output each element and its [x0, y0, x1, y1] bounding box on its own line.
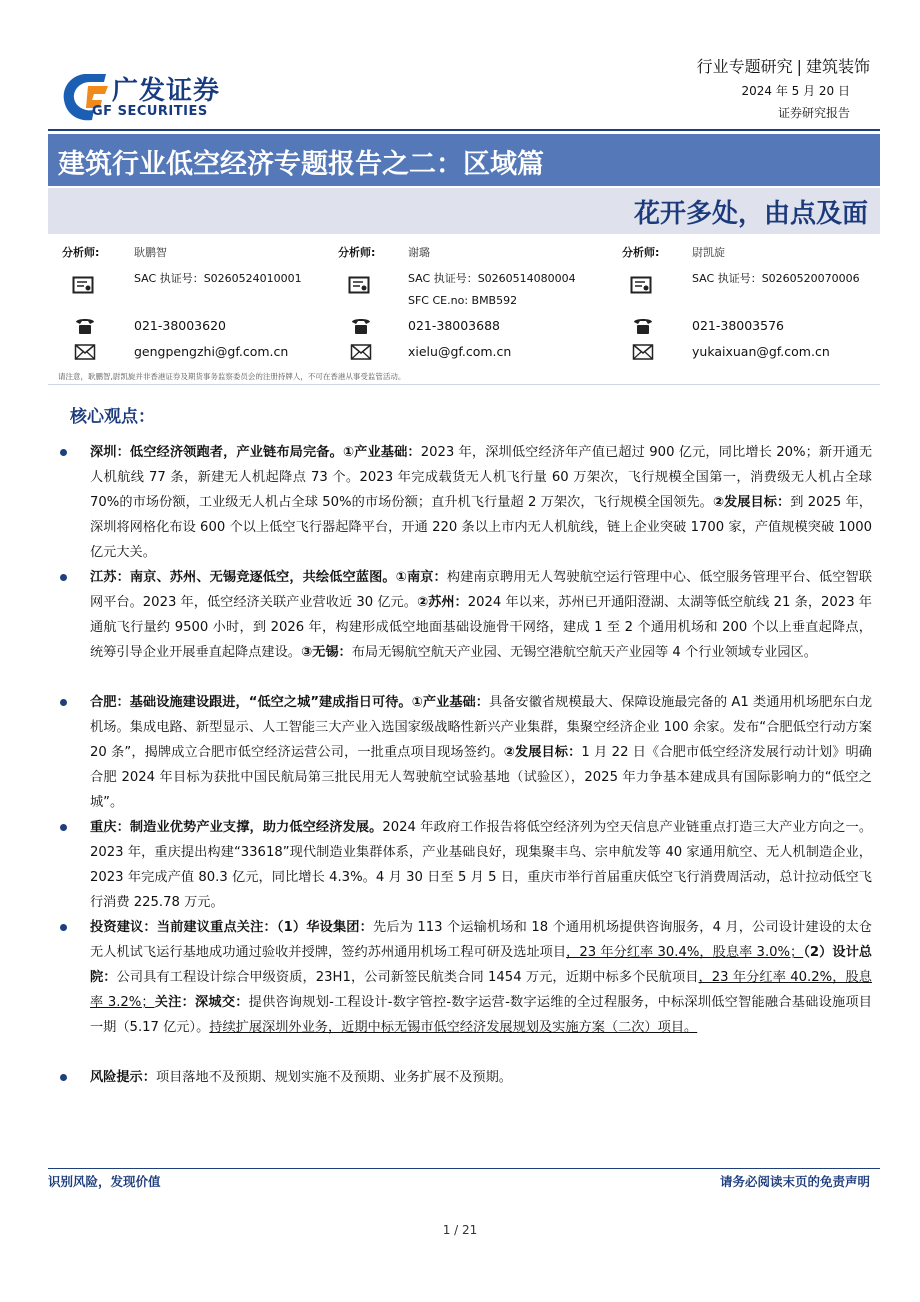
analyst-3-phone: 021-38003576: [692, 318, 784, 333]
jiangsu-text-3: 布局无锡航空航天产业园、无锡空港航空航天产业园等 4 个行业领域专业园区。: [351, 645, 817, 660]
jiangsu-text: 构建南京聘用无人驾驶航空运行管理中心、低空服务管理平台、低空智联网平台。2023 年，低空经济关联产业营收近 30 亿元。: [90, 570, 872, 610]
note-divider: [48, 384, 880, 385]
investment-text: 先后为 113 个运输机场和 18 个通用机场提供咨询服务，4 月，公司设计建设的太仓无人机试飞运行基地成功通过验收并授牌，签约苏州通用机场工程可研及选址项目: [90, 920, 872, 960]
shenzhen-lead: 深圳：低空经济领跑者，产业链布局完备。①产业基础：: [90, 445, 421, 460]
phone-icon: [632, 316, 654, 336]
analyst-2-sac: SAC 执证号：S0260514080004: [408, 272, 576, 285]
paragraph-hefei: [90, 690, 872, 815]
investment-dividend-2: ，23 年分红率 40.2%，股息率 3.2%；: [90, 970, 872, 1010]
analyst-1-name: 耿鹏智: [134, 246, 167, 259]
bullet-dot: [60, 449, 67, 456]
report-type: 证券研究报告: [777, 106, 850, 120]
email-icon: [74, 342, 96, 362]
investment-dividend-1: ，23 年分红率 30.4%，股息率 3.0%；: [566, 945, 804, 960]
paragraph-risk: [90, 1065, 872, 1090]
logo-english-name: GF SECURITIES: [92, 104, 208, 119]
report-subtitle: 花开多处，由点及面: [633, 199, 868, 229]
investment-lead-2: （2）设计总院：: [90, 945, 872, 985]
jiangsu-lead-2: ②苏州：: [416, 595, 468, 610]
hefei-lead-2: ②发展目标：: [503, 745, 582, 760]
analyst-3-name: 尉凯旋: [692, 246, 725, 259]
investment-expansion: 持续扩展深圳外业务，近期中标无锡市低空经济发展规划及实施方案（二次）项目。: [209, 1020, 698, 1035]
shenzhen-text-2: 到 2025 年，深圳将网格化布设 600 个以上低空飞行器起降平台，开通 220 条以上市内无人机航线，链上企业突破 1700 家，产值规模突破 1000 亿元大关。: [90, 495, 872, 560]
email-icon: [350, 342, 372, 362]
footer-divider: [48, 1168, 880, 1169]
core-views-heading: 核心观点：: [70, 407, 155, 427]
category-sector: 建筑装饰: [805, 57, 870, 76]
phone-icon: [350, 316, 372, 336]
report-category: [697, 54, 870, 77]
footer-disclaimer: 请务必阅读末页的免责声明: [719, 1174, 870, 1189]
investment-text-2: 公司具有工程设计综合甲级资质，23H1，公司新签民航类合同 1454 万元，近期中标多个民航项目: [116, 970, 699, 985]
certificate-icon: [72, 276, 94, 296]
jiangsu-text-2: 2024 年以来，苏州已开通阳澄湖、太湖等低空航线 21 条，2023 年通航飞行量约 9500 小时，到 2026 年，构建形成低空地面基础设施骨干网络，建成 1 至 2 个通用机场和 200 个以上垂直起降点，统筹引导企业开展垂直起降点建设。: [90, 595, 872, 660]
footer-slogan: 识别风险，发现价值: [48, 1174, 161, 1189]
page-number: 1 / 21: [442, 1223, 478, 1237]
jiangsu-lead-3: ③无锡：: [301, 645, 352, 660]
analyst-1-sac: SAC 执证号：S0260524010001: [134, 272, 302, 285]
report-title: 建筑行业低空经济专题报告之二：区域篇: [58, 149, 544, 180]
chongqing-text: 2024 年政府工作报告将低空经济列为空天信息产业链重点打造三大产业方向之一。2023 年，重庆提出构建“33618”现代制造业集群体系，产业基础良好，现集聚丰鸟、宗申航发等 40 家通用航空、无人机制造企业，2023 年完成产值 80.3 亿元，同比增长 4.3%。4 月 30 日至 5 月 5 日，重庆市举行首届重庆低空飞行消费周活动，总计拉动低空飞行消费 225.78 万元。: [90, 820, 873, 910]
jiangsu-lead: 江苏：南京、苏州、无锡竞逐低空，共绘低空蓝图。①南京：: [90, 570, 447, 585]
analyst-3-label: 分析师:: [622, 246, 660, 259]
logo-chinese-name: 广发证券: [112, 76, 221, 106]
bullet-dot: [60, 699, 67, 706]
shenzhen-lead-2: ②发展目标：: [712, 495, 791, 510]
category-separator: |: [796, 57, 802, 76]
investment-lead: 投资建议：当前建议重点关注：（1）华设集团：: [90, 920, 373, 935]
certificate-icon: [630, 276, 652, 296]
hefei-lead: 合肥：基础设施建设跟进，“低空之城”建成指日可待。①产业基础：: [90, 695, 490, 710]
analyst-2-email[interactable]: xielu@gf.com.cn: [408, 344, 512, 359]
bullet-dot: [60, 1074, 67, 1081]
analyst-3-email[interactable]: yukaixuan@gf.com.cn: [692, 344, 830, 359]
analyst-2-label: 分析师:: [338, 246, 376, 259]
investment-text-3: 提供咨询规划-工程设计-数字管控-数字运营-数字运维的全过程服务，中标深圳低空智能融合基础设施项目一期（5.17 亿元）。: [90, 995, 872, 1035]
hefei-text: 具备安徽省规模最大、保障设施最完备的 A1 类通用机场肥东白龙机场。集成电路、新型显示、人工智能三大产业入选国家级战略性新兴产业集群，集聚空经济企业 100 余家。发布“合肥低空行动方案 20 条”，揭牌成立合肥市低空经济运营公司，一批重点项目现场签约。: [90, 695, 873, 760]
bullet-dot: [60, 924, 67, 931]
analyst-2-phone: 021-38003688: [408, 318, 500, 333]
analyst-1-email[interactable]: gengpengzhi@gf.com.cn: [134, 344, 289, 359]
risk-text: 项目落地不及预期、规划实施不及预期、业务扩展不及预期。: [155, 1070, 512, 1085]
paragraph-jiangsu: [90, 565, 872, 665]
paragraph-investment: [90, 915, 872, 1040]
shenzhen-text: 2023 年，深圳低空经济年产值已超过 900 亿元，同比增长 20%；新开通无人机航线 77 条，新建无人机起降点 73 个。2023 年完成载货无人机飞行量 60 万架次，飞行规模全国第一，消费级无人机占全球 70%的市场份额，工业级无人机占全球 50%的市场份额；直升机飞行量超 2 万架次，飞行规模全国领先。: [90, 445, 872, 510]
report-date: 2024 年 5 月 20 日: [741, 84, 850, 98]
paragraph-shenzhen: [90, 440, 872, 565]
certificate-icon: [348, 276, 370, 296]
bullet-dot: [60, 574, 67, 581]
license-note: 请注意，耿鹏智,尉凯旋并非香港证券及期货事务监察委员会的注册持牌人，不可在香港从事受监管活动。: [58, 372, 406, 381]
category-industry: 行业专题研究: [696, 57, 793, 76]
risk-lead: 风险提示：: [90, 1070, 156, 1085]
phone-icon: [74, 316, 96, 336]
header-divider: [48, 129, 880, 131]
analyst-1-label: 分析师:: [62, 246, 100, 259]
chongqing-lead: 重庆：制造业优势产业支撑，助力低空经济发展。: [90, 820, 383, 835]
analyst-2-sfc: SFC CE.no: BMB592: [408, 294, 518, 307]
paragraph-chongqing: [90, 815, 872, 915]
investment-lead-3: 关注：深城交：: [154, 995, 249, 1010]
hefei-text-2: 1 月 22 日《合肥市低空经济发展行动计划》明确合肥 2024 年目标为获批中国民航局第三批民用无人驾驶航空试验基地（试验区），2025 年力争基本建成具有国际影响力的“低空之城”。: [90, 745, 872, 810]
analyst-2-name: 谢璐: [408, 246, 430, 259]
email-icon: [632, 342, 654, 362]
analyst-3-sac: SAC 执证号：S0260520070006: [692, 272, 860, 285]
bullet-dot: [60, 824, 67, 831]
analyst-1-phone: 021-38003620: [134, 318, 226, 333]
